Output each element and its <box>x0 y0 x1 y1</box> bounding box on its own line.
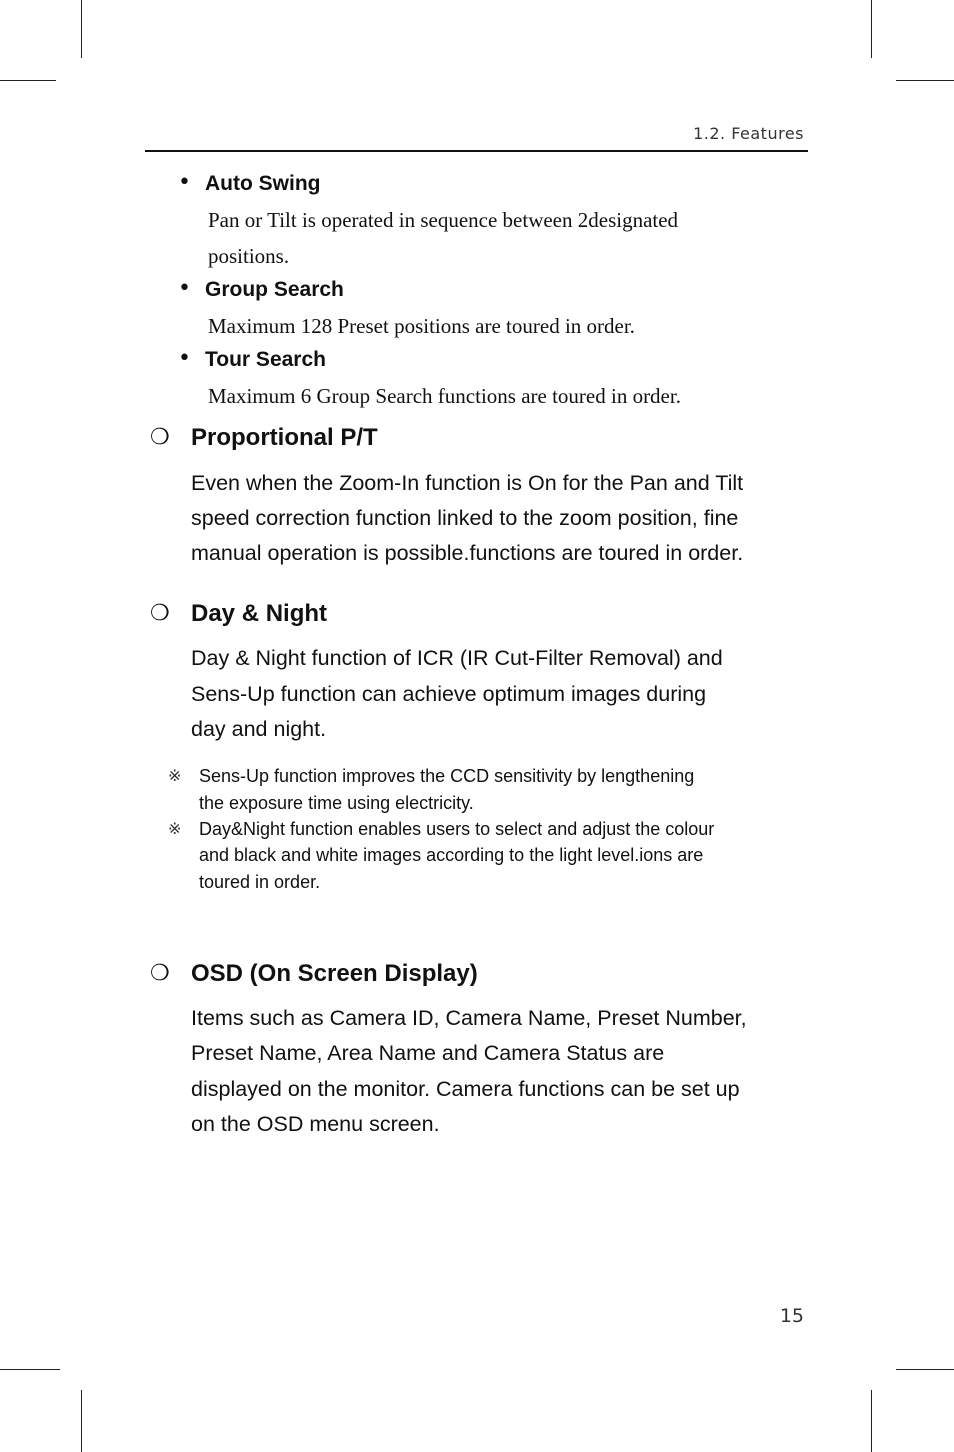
bullet-text-line: Maximum 6 Group Search functions are toured in order. <box>208 384 681 408</box>
header-rule <box>145 150 808 152</box>
page-number: 15 <box>779 1305 804 1327</box>
bullet-icon: • <box>178 346 191 371</box>
crop-mark <box>0 80 56 81</box>
bullet-text-line: Pan or Tilt is operated in sequence between 2designated <box>208 208 679 232</box>
section-body-line: Preset Name, Area Name and Camera Status are <box>191 1041 665 1065</box>
circle-bullet-icon: ❍ <box>150 601 170 626</box>
note-text-line: toured in order. <box>199 872 321 892</box>
crop-mark <box>871 1390 872 1452</box>
circle-bullet-icon: ❍ <box>150 961 170 986</box>
section-body-line: manual operation is possible.functions are toured in order. <box>191 541 744 565</box>
bullet-icon: • <box>178 170 191 195</box>
note-text-line: Day&Night function enables users to select and adjust the colour <box>199 819 715 839</box>
section-title: Day & Night <box>191 600 328 627</box>
bullet-text-line: Maximum 128 Preset positions are toured in order. <box>208 314 635 338</box>
crop-mark <box>81 1390 82 1452</box>
section-body-line: Sens-Up function can achieve optimum images during <box>191 682 707 706</box>
section-body-line: displayed on the monitor. Camera functions can be set up <box>191 1077 740 1101</box>
note-text-line: the exposure time using electricity. <box>199 793 474 813</box>
crop-mark <box>871 0 872 58</box>
bullet-title: Group Search <box>205 278 344 301</box>
section-body-line: Day & Night function of ICR (IR Cut-Filter Removal) and <box>191 646 723 670</box>
section-body-line: on the OSD menu screen. <box>191 1112 440 1136</box>
crop-mark <box>896 80 954 81</box>
bullet-icon: • <box>178 276 191 301</box>
note-text-line: Sens-Up function improves the CCD sensitivity by lengthening <box>199 766 695 786</box>
bullet-title: Tour Search <box>205 348 326 371</box>
running-header: 1.2. Features <box>693 124 804 143</box>
bullet-title: Auto Swing <box>205 172 321 195</box>
crop-mark <box>81 0 82 58</box>
note-text-line: and black and white images according to the light level.ions are <box>199 845 704 865</box>
section-title: OSD (On Screen Display) <box>191 960 478 987</box>
section-body-line: Even when the Zoom-In function is On for the Pan and Tilt <box>191 471 744 495</box>
section-body-line: day and night. <box>191 717 327 741</box>
crop-mark <box>0 1369 60 1370</box>
section-body-line: Items such as Camera ID, Camera Name, Preset Number, <box>191 1006 747 1030</box>
note-mark-icon: ※ <box>168 819 182 838</box>
note-mark-icon: ※ <box>168 766 182 785</box>
section-body-line: speed correction function linked to the zoom position, fine <box>191 506 739 530</box>
section-title: Proportional P/T <box>191 424 378 451</box>
circle-bullet-icon: ❍ <box>150 425 170 450</box>
crop-mark <box>896 1369 954 1370</box>
bullet-text-line: positions. <box>208 244 290 268</box>
